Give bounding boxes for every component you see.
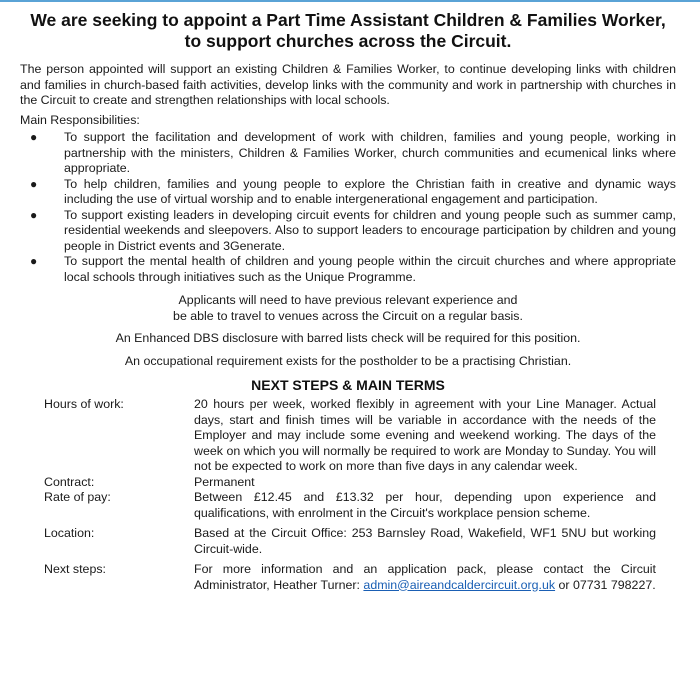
responsibility-item: ● To support existing leaders in developing circuit events for children and young people such as summer camp, residential weekends and sleepovers. Also to support leaders to encourage participation by children and young people in District events and 3Generate.	[30, 207, 676, 253]
responsibility-item: ● To support the mental health of children and young people within the circuit churches and where appropriate local schools through initiatives such as the Unique Programme.	[30, 254, 676, 284]
headline	[20, 10, 676, 52]
next-steps-label: Next steps:	[44, 562, 106, 576]
job-advert	[20, 10, 676, 593]
next-steps-value: For more information and an application pack, please contact the Circuit Administrator, Heather Turner: admin@aireandcaldercircuit.org.uk or 07731 798227.	[194, 562, 656, 592]
occupational-note: An occupational requirement exists for the postholder to be a practising Christian.	[124, 353, 572, 368]
terms-row-contract	[44, 475, 656, 491]
responsibility-item: ● To support the facilitation and development of work with children, families and young people, working in partnership with the ministers, Children & Families Worker, church communities and ecumenical links where appropriate.	[30, 130, 676, 175]
applicants-note: Applicants will need to have previous relevant experience and be able to travel to venues across the Circuit on a regular basis.	[173, 293, 523, 323]
responsibilities-list	[20, 130, 676, 285]
responsibility-item: ● To help children, families and young people to explore the Christian faith in creative and dynamic ways including the use of virtual worship and to enable intergenerational engagement and participation.	[30, 176, 676, 206]
headline-line-2: to support churches across the Circuit.	[184, 31, 512, 51]
headline-line-1: We are seeking to appoint a Part Time Assistant Children & Families Worker,	[30, 10, 666, 30]
terms-row-hours	[44, 397, 656, 475]
location-label: Location:	[44, 526, 95, 540]
dbs-note: An Enhanced DBS disclosure with barred lists check will be required for this position.	[115, 331, 581, 345]
bullet-icon: ●	[30, 254, 38, 268]
next-steps-title: NEXT STEPS & MAIN TERMS	[251, 377, 445, 393]
contract-label: Contract:	[44, 474, 95, 489]
pay-value: Between £12.45 and £13.32 per hour, depending upon experience and qualifications, with enrolment in the Circuit's workplace pension scheme.	[194, 490, 656, 520]
contract-value: Permanent	[194, 474, 255, 489]
terms-row-location	[44, 521, 656, 557]
top-border	[0, 0, 700, 2]
terms-table	[44, 397, 656, 593]
terms-row-pay	[44, 490, 656, 521]
pay-label: Rate of pay:	[44, 490, 111, 504]
bullet-icon: ●	[30, 207, 38, 222]
contact-email-link[interactable]: admin@aireandcaldercircuit.org.uk	[363, 577, 556, 592]
hours-label: Hours of work:	[44, 397, 124, 411]
terms-row-next-steps	[44, 557, 656, 593]
hours-value: 20 hours per week, worked flexibly in agreement with your Line Manager. Actual days, start and finish times will be variable in accordance with the needs of the Employer and may include some evening and weekend working. The days of the week on which you will normally be required to work are Monday to Sunday. You will not be expected to work on more than five days in any calendar week.	[194, 397, 656, 473]
responsibilities-heading: Main Responsibilities:	[20, 112, 140, 127]
bullet-icon: ●	[30, 130, 38, 144]
bullet-icon: ●	[30, 176, 38, 191]
location-value: Based at the Circuit Office: 253 Barnsley Road, Wakefield, WF1 5NU but working Circuit-wide.	[194, 526, 656, 556]
intro-paragraph: The person appointed will support an existing Children & Families Worker, to continue developing links with children and families in church-based faith activities, develop links with the community and work in partnership with churches in the Circuit to create and strengthen relationships with local schools.	[20, 62, 676, 107]
